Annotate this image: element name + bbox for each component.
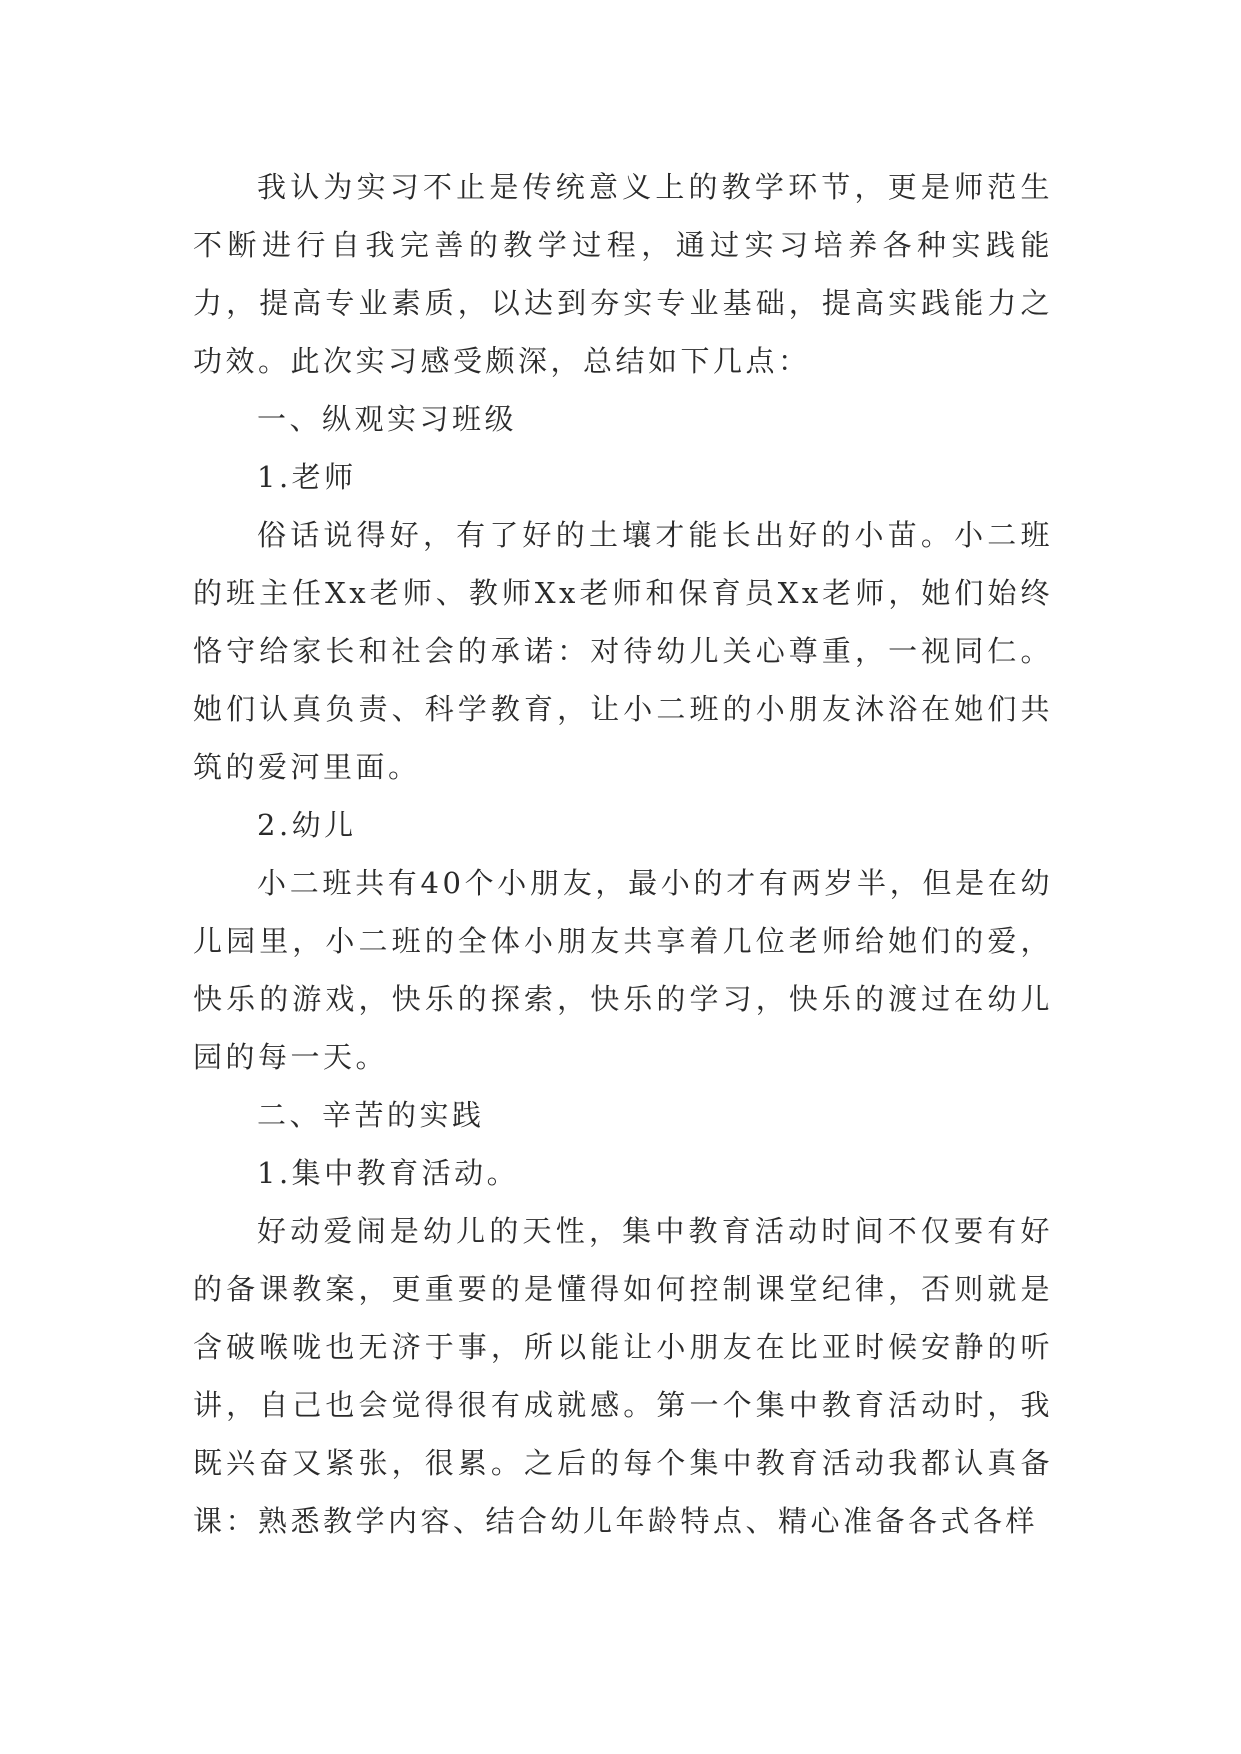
paragraph-children: 小二班共有40个小朋友，最小的才有两岁半，但是在幼儿园里，小二班的全体小朋友共享着几位老师给她们的爱，快乐的游戏，快乐的探索，快乐的学习，快乐的渡过在幼儿园的每一天。 <box>193 866 1053 1074</box>
paragraph-teachers: 俗话说得好，有了好的土壤才能长出好的小苗。小二班的班主任Xx老师、教师Xx老师和保育员Xx老师，她们始终恪守给家长和社会的承诺：对待幼儿关心尊重，一视同仁。她们认真负责、科学教育，让小二班的小朋友沐浴在她们共筑的爱河里面。 <box>193 518 1053 784</box>
heading-children: 2.幼儿 <box>257 808 357 842</box>
document-body <box>193 158 1053 1550</box>
heading-teachers: 1.老师 <box>257 460 357 494</box>
heading-group-activities: 1.集中教育活动。 <box>257 1156 520 1190</box>
heading-section-2: 二、辛苦的实践 <box>257 1098 485 1132</box>
heading-section-1: 一、纵观实习班级 <box>257 402 518 436</box>
paragraph-intro: 我认为实习不止是传统意义上的教学环节，更是师范生不断进行自我完善的教学过程，通过实习培养各种实践能力，提高专业素质，以达到夯实专业基础，提高实践能力之功效。此次实习感受颇深，总结如下几点： <box>193 170 1053 378</box>
paragraph-group-activities: 好动爱闹是幼儿的天性，集中教育活动时间不仅要有好的备课教案，更重要的是懂得如何控制课堂纪律，否则就是含破喉咙也无济于事，所以能让小朋友在比亚时候安静的听讲，自己也会觉得很有成就感。第一个集中教育活动时，我既兴奋又紧张，很累。之后的每个集中教育活动我都认真备课：熟悉教学内容、结合幼儿年龄特点、精心准备各式各样 <box>193 1214 1053 1538</box>
